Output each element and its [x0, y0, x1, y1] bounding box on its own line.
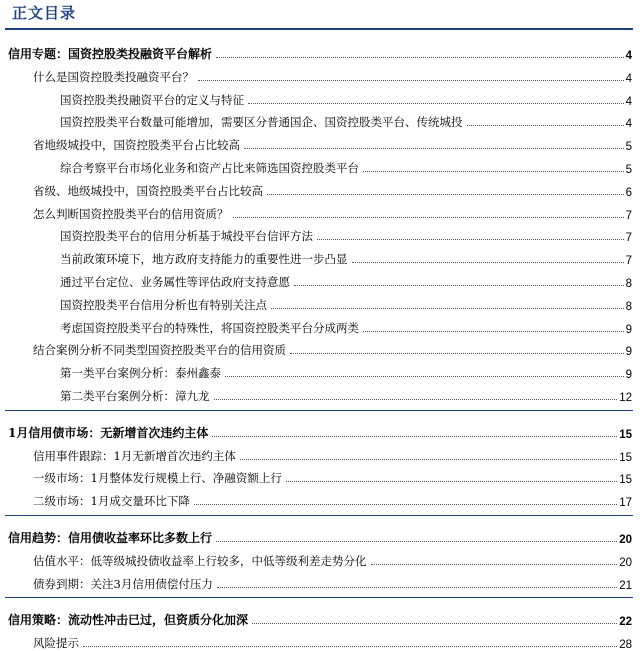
toc-entry-title: 什么是国资控股类投融资平台？: [33, 69, 194, 84]
toc-entry-level-3[interactable]: [0, 359, 640, 381]
dot-leader: [212, 435, 617, 437]
toc-entry-title: 二级市场：1月成交量环比下降: [33, 494, 190, 509]
toc-entry-level-1[interactable]: [0, 524, 640, 546]
page-title: 正文目录: [12, 4, 77, 22]
toc-page-number: 5: [625, 141, 632, 154]
toc-page-number: 6: [625, 186, 632, 199]
toc-entry-level-2[interactable]: [0, 487, 640, 509]
toc-page-number: 20: [619, 534, 632, 546]
toc-page-number: 22: [619, 616, 632, 629]
toc-page-number: 28: [619, 639, 632, 651]
toc-page-number: 4: [625, 72, 632, 85]
toc-entry-title: 考虑国资控股类平台的特殊性，将国资控股类平台分成两类: [60, 320, 359, 335]
toc-page-number: 8: [625, 300, 632, 313]
toc-entry-title: 通过平台定位、业务属性等评估政府支持意愿: [60, 275, 290, 289]
toc-entry-level-2[interactable]: [0, 464, 640, 486]
toc-page-number: 8: [625, 278, 632, 290]
toc-entry-title: 怎么判断国资控股类平台的信用资质？: [33, 206, 229, 221]
section-divider: [5, 515, 633, 516]
toc-entry-level-2[interactable]: [0, 63, 640, 85]
toc-entry-title: 信用事件跟踪：1月无新增首次违约主体: [33, 448, 236, 463]
toc-entry-level-1[interactable]: [0, 40, 640, 62]
toc-page-number: 9: [625, 346, 632, 359]
dot-leader: [83, 645, 617, 647]
toc-page-number: 7: [625, 255, 632, 268]
toc-entry-level-3[interactable]: [0, 291, 640, 313]
toc-entry-level-2[interactable]: [0, 177, 640, 199]
toc-entry-title: 信用专题：国资控股类投融资平台解析: [8, 47, 213, 61]
toc-entry-level-2[interactable]: [0, 131, 640, 153]
toc-entry-level-1[interactable]: [0, 419, 640, 441]
toc-entry-level-3[interactable]: [0, 382, 640, 404]
dot-leader: [317, 238, 624, 240]
toc-entry-title: 一级市场：1月整体发行规模上行、净融资额上行: [33, 471, 282, 486]
toc-page-number: 20: [619, 556, 632, 569]
toc-page-number: 4: [625, 95, 632, 108]
section-divider: [5, 597, 633, 598]
toc-entry-title: 省地级城投中，国资控股类平台占比较高: [33, 138, 240, 153]
dot-leader: [244, 147, 624, 149]
toc-entry-title: 国资控股类平台的信用分析基于城投平台信评方法: [60, 229, 313, 244]
dot-leader: [290, 352, 624, 354]
dot-leader: [216, 540, 617, 542]
toc-entry-title: 债券到期：关注3月信用债偿付压力: [33, 576, 213, 591]
toc-page-number: 15: [619, 451, 632, 464]
toc-entry-title: 国资控股类平台数量可能增加，需要区分普通国企、国资控股类平台、传统城投: [60, 115, 463, 130]
dot-leader: [294, 284, 624, 286]
toc-entry-level-2[interactable]: [0, 442, 640, 464]
toc-entry-level-3[interactable]: [0, 108, 640, 130]
dot-leader: [352, 261, 624, 263]
toc-entry-title: 1月信用债市场：无新增首次违约主体: [8, 425, 209, 440]
toc-entry-level-2[interactable]: [0, 570, 640, 592]
dot-leader: [371, 563, 618, 565]
toc-entry-level-2[interactable]: [0, 629, 640, 651]
toc-entry-title: 省级、地级城投中，国资控股类平台占比较高: [33, 183, 263, 198]
toc-page-number: 12: [619, 392, 632, 404]
toc-page-number: 9: [625, 369, 632, 382]
dot-leader: [267, 193, 624, 195]
toc-page-number: 15: [619, 474, 632, 487]
title-divider: [5, 28, 633, 30]
toc-entry-level-2[interactable]: [0, 336, 640, 358]
toc-page-number: 4: [625, 50, 632, 62]
dot-leader: [225, 375, 624, 377]
dot-leader: [248, 102, 624, 104]
toc-entry-level-3[interactable]: [0, 314, 640, 336]
toc-entry-level-1[interactable]: [0, 606, 640, 628]
toc-page-number: 7: [625, 209, 632, 222]
toc-entry-level-3[interactable]: [0, 154, 640, 176]
dot-leader: [198, 79, 624, 81]
toc-entry-title: 信用趋势：信用债收益率环比多数上行: [8, 531, 213, 545]
dot-leader: [214, 398, 618, 400]
dot-leader: [286, 480, 617, 482]
dot-leader: [233, 216, 624, 218]
toc-entry-title: 信用策略：流动性冲击已过，但资质分化加深: [8, 613, 249, 628]
section-divider: [5, 410, 633, 411]
toc-entry-title: 估值水平：低等级城投债收益率上行较多，中低等级利差走势分化: [33, 553, 367, 568]
toc-page-number: 17: [619, 497, 632, 510]
toc-entry-title: 第一类平台案例分析：泰州鑫泰: [60, 366, 221, 381]
dot-leader: [194, 503, 617, 505]
toc-page-number: 21: [619, 579, 632, 592]
dot-leader: [217, 586, 617, 588]
toc-page-number: 4: [625, 118, 632, 131]
toc-entry-title: 国资控股类平台信用分析也有特别关注点: [60, 297, 267, 312]
toc-entry-title: 第二类平台案例分析：漳九龙: [60, 389, 210, 403]
toc-entry-title: 国资控股类投融资平台的定义与特征: [60, 92, 244, 107]
toc-page-number: 7: [625, 232, 632, 245]
dot-leader: [363, 330, 624, 332]
toc-page-number: 15: [619, 428, 632, 441]
toc-entry-title: 结合案例分析不同类型国资控股类平台的信用资质: [33, 343, 286, 358]
dot-leader: [216, 56, 624, 58]
toc-entry-level-2[interactable]: [0, 200, 640, 222]
toc-entry-title: 风险提示: [33, 636, 79, 651]
toc-entry-level-3[interactable]: [0, 268, 640, 290]
dot-leader: [271, 307, 624, 309]
toc-entry-level-3[interactable]: [0, 222, 640, 244]
toc-entry-level-3[interactable]: [0, 245, 640, 267]
dot-leader: [363, 170, 624, 172]
toc-entry-level-3[interactable]: [0, 86, 640, 108]
toc-page-number: 5: [625, 164, 632, 176]
toc-entry-title: 综合考察平台市场化业务和资产占比来筛选国资控股类平台: [60, 161, 359, 175]
toc-entry-level-2[interactable]: [0, 547, 640, 569]
dot-leader: [467, 124, 624, 126]
dot-leader: [240, 458, 617, 460]
dot-leader: [252, 622, 617, 624]
toc-entry-title: 当前政策环境下，地方政府支持能力的重要性进一步凸显: [60, 252, 348, 267]
toc-page-number: 9: [625, 323, 632, 336]
